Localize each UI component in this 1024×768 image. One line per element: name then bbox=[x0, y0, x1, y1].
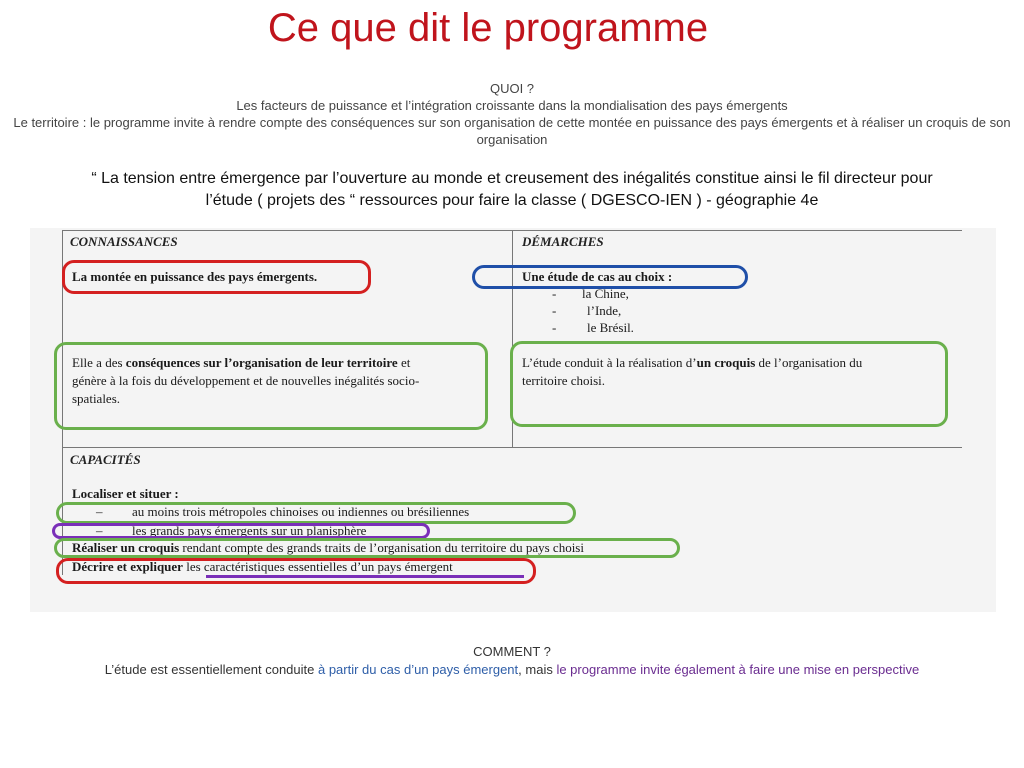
choice-dash-2: - bbox=[552, 303, 557, 318]
quote-line-1: “ La tension entre émergence par l’ouverture au monde et creusement des inégalités constitue ainsi le fil directeur pour bbox=[91, 170, 933, 187]
bullet-planisphere: les grands pays émergents sur un planisphère bbox=[132, 523, 367, 538]
consequences-pre: Elle a des bbox=[72, 355, 126, 370]
choice-bresil: le Brésil. bbox=[587, 320, 634, 335]
comment-part-2: à partir du cas d’un pays émergent bbox=[317, 662, 519, 677]
choice-dash-3: - bbox=[552, 320, 557, 335]
decrire-bold: Décrire et expliquer bbox=[72, 559, 183, 574]
demarches-header: DÉMARCHES bbox=[522, 234, 604, 249]
connaissances-header: CONNAISSANCES bbox=[70, 234, 178, 249]
table-capacites-divider bbox=[62, 447, 962, 448]
decrire-rest: les caractéristiques essentielles d’un pays émergent bbox=[182, 559, 453, 574]
localiser-text: Localiser et situer : bbox=[72, 486, 179, 501]
bullet-metropoles: au moins trois métropoles chinoises ou indiennes ou brésiliennes bbox=[132, 504, 470, 519]
red-highlight-oval-decrire bbox=[56, 558, 536, 584]
consequences-post: et bbox=[397, 355, 411, 370]
comment-part-4: le programme invite également à faire une mise en perspective bbox=[556, 662, 920, 677]
green-highlight-oval-metropoles bbox=[56, 502, 576, 524]
realiser-rest: rendant compte des grands traits de l’organisation du territoire du pays choisi bbox=[179, 540, 584, 555]
etude-conduit-post: de l’organisation du bbox=[755, 355, 863, 370]
consequences-line-3: spatiales. bbox=[72, 391, 121, 406]
bullet-dash-2: – bbox=[96, 523, 103, 538]
green-highlight-oval-left bbox=[54, 342, 488, 430]
comment-part-3: , mais bbox=[518, 662, 557, 677]
quote-line-2: l’étude ( projets des “ ressources pour faire la classe ( DGESCO-IEN ) - géographie 4e bbox=[205, 192, 819, 209]
red-highlight-oval bbox=[62, 260, 371, 294]
etude-conduit-bold: un croquis bbox=[696, 355, 756, 370]
choice-inde: l’Inde, bbox=[587, 303, 622, 318]
quote-block bbox=[20, 168, 1004, 212]
quoi-heading: QUOI ? bbox=[489, 81, 535, 96]
quoi-line-1: Les facteurs de puissance et l’intégration croissante dans la mondialisation des pays émergents bbox=[236, 98, 788, 113]
consequences-line-2: génère à la fois du développement et de nouvelles inégalités socio- bbox=[72, 373, 420, 388]
etude-cas-text: Une étude de cas au choix : bbox=[522, 269, 673, 284]
bullet-dash-1: – bbox=[96, 504, 103, 519]
realiser-bold: Réaliser un croquis bbox=[72, 540, 180, 555]
consequences-bold: conséquences sur l’organisation de leur territoire bbox=[125, 355, 398, 370]
purple-highlight-oval bbox=[52, 523, 430, 539]
comment-part-1: L’étude est essentiellement conduite bbox=[104, 662, 318, 677]
etude-conduit-pre: L’étude conduit à la réalisation d’ bbox=[522, 355, 697, 370]
quoi-line-2: Le territoire : le programme invite à rendre compte des conséquences sur son organisation de cette montée en puissance des pays émergents et à réaliser un croquis de son organisation bbox=[13, 115, 1011, 147]
capacites-header: CAPACITÉS bbox=[70, 452, 141, 467]
green-highlight-oval-croquis bbox=[54, 538, 680, 558]
choice-dash-1: - bbox=[552, 286, 557, 301]
quoi-section bbox=[10, 80, 1014, 148]
etude-conduit-line-2: territoire choisi. bbox=[522, 373, 606, 388]
comment-section bbox=[20, 643, 1004, 679]
choice-chine: la Chine, bbox=[582, 286, 629, 301]
page-title: Ce que dit le programme bbox=[267, 6, 709, 50]
montee-text: La montée en puissance des pays émergents. bbox=[72, 269, 318, 284]
green-highlight-oval-right bbox=[510, 341, 948, 427]
scanned-program-table bbox=[30, 228, 996, 612]
comment-text bbox=[20, 661, 1004, 679]
comment-heading: COMMENT ? bbox=[473, 644, 551, 659]
